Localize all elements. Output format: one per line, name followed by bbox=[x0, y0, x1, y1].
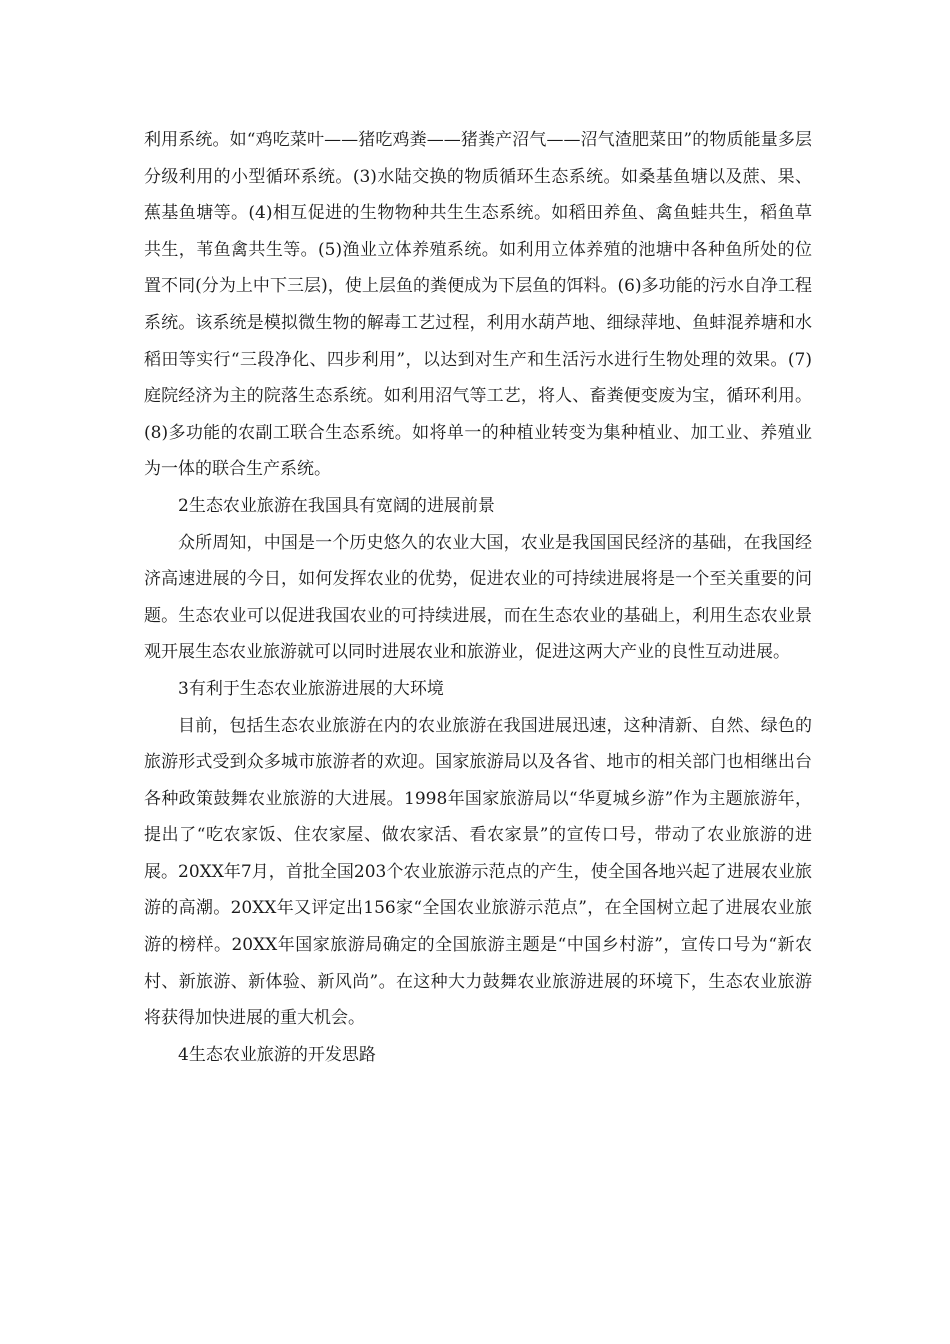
section-heading-2: 2生态农业旅游在我国具有宽阔的进展前景 bbox=[178, 495, 495, 516]
paragraph-prospects: 众所周知，中国是一个历史悠久的农业大国，农业是我国国民经济的基础，在我国经济高速进展的今日，如何发挥农业的优势，促进农业的可持续进展将是一个至关重要的问题。生态农业可以促进我国农业的可持续进展，而在生态农业的基础上，利用生态农业景观开展生态农业旅游就可以同时进展农业和旅游业，促进这两大产业的良性互动进展。 bbox=[144, 532, 812, 663]
section-heading-3: 3有利于生态农业旅游进展的大环境 bbox=[178, 678, 444, 699]
paragraph-ecosystem-types: 利用系统。如“鸡吃菜叶——猪吃鸡粪——猪粪产沼气——沼气渣肥菜田”的物质能量多层分级利用的小型循环系统。(3)水陆交换的物质循环生态系统。如桑基鱼塘以及蔗、果、蕉基鱼塘等。(4)相互促进的生物物种共生生态系统。如稻田养鱼、禽鱼蛙共生，稻鱼草共生，苇鱼禽共生等。(5)渔业立体养殖系统。如利用立体养殖的池塘中各种鱼所处的位置不同(分为上中下三层)，使上层鱼的粪便成为下层鱼的饵料。(6)多功能的污水自净工程系统。该系统是模拟微生物的解毒工艺过程，利用水葫芦地、细绿萍地、鱼蚌混养塘和水稻田等实行“三段净化、四步利用”，以达到对生产和生活污水进行生物处理的效果。(7)庭院经济为主的院落生态系统。如利用沼气等工艺，将人、畜粪便变废为宝，循环利用。(8)多功能的农副工联合生态系统。如将单一的种植业转变为集种植业、加工业、养殖业为一体的联合生产系统。 bbox=[144, 130, 812, 480]
document-body bbox=[144, 122, 812, 1073]
paragraph-environment: 目前，包括生态农业旅游在内的农业旅游在我国进展迅速，这种清新、自然、绿色的旅游形式受到众多城市旅游者的欢迎。国家旅游局以及各省、地市的相关部门也相继出台各种政策鼓舞农业旅游的大进展。1998年国家旅游局以“华夏城乡游”作为主题旅游年，提出了“吃农家饭、住农家屋、做农家活、看农家景”的宣传口号，带动了农业旅游的进展。20XX年7月，首批全国203个农业旅游示范点的产生，使全国各地兴起了进展农业旅游的高潮。20XX年又评定出156家“全国农业旅游示范点”，在全国树立起了进展农业旅游的榜样。20XX年国家旅游局确定的全国旅游主题是“中国乡村游”，宣传口号为“新农村、新旅游、新体验、新风尚”。在这种大力鼓舞农业旅游进展的环境下，生态农业旅游将获得加快进展的重大机会。 bbox=[144, 715, 812, 1029]
section-heading-4: 4生态农业旅游的开发思路 bbox=[178, 1044, 376, 1065]
